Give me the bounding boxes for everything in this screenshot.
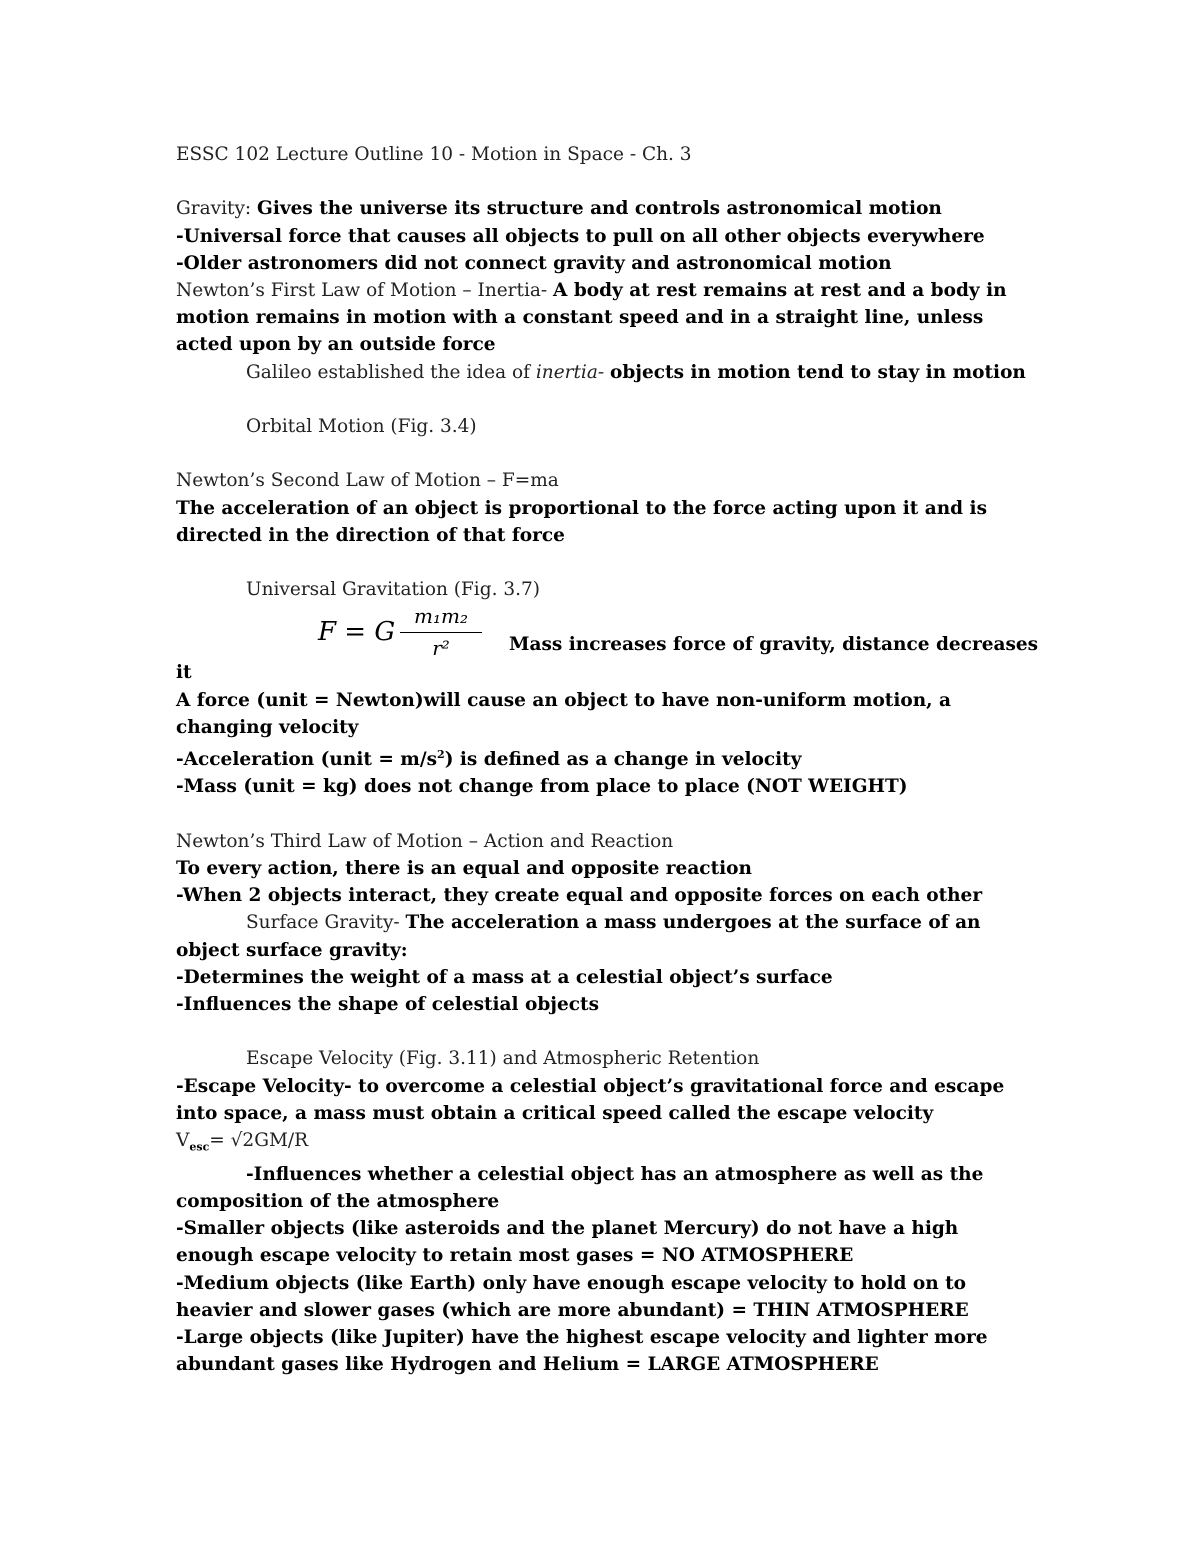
gravity-label: Gravity: — [176, 198, 252, 220]
first-law-label: Newton’s First Law of Motion – Inertia- — [176, 280, 548, 301]
surface-gravity-continued: object surface gravity: — [176, 939, 408, 961]
weight-line: -Determines the weight of a mass at a celestial object’s surface — [176, 966, 833, 988]
formula-lhs: F = G — [318, 617, 396, 648]
escape-v-subscript: esc — [189, 1140, 210, 1154]
galileo-text: objects in motion tend to stay in motion — [610, 361, 1026, 383]
escape-heading: Escape Velocity (Fig. 3.11) and Atmospheric Retention — [246, 1048, 760, 1070]
galileo-label: Galileo established the idea of — [246, 361, 530, 383]
orbital-motion: Orbital Motion (Fig. 3.4) — [246, 416, 477, 437]
gravity-line-2: -Universal force that causes all objects to pull on all other objects everywhere — [176, 225, 985, 247]
gravity-definition — [176, 195, 1036, 222]
second-law-label: Newton’s Second Law of Motion – F=ma — [176, 470, 559, 492]
surface-gravity-label: Surface Gravity- — [246, 912, 400, 934]
gravitation-formula — [176, 604, 1039, 660]
formula-note-continued: it — [176, 662, 192, 684]
influences-continued: composition of the atmosphere — [176, 1191, 500, 1213]
galileo-line — [176, 359, 1036, 386]
small-objects: -Smaller objects (like asteroids and the planet Mercury) do not have a high enough escape velocity to retain most gases = NO ATMOSPHERE — [176, 1218, 959, 1267]
gravity-line-3: -Older astronomers did not connect gravity and astronomical motion — [176, 252, 892, 274]
document-title: ESSC 102 Lecture Outline 10 - Motion in Space - Ch. 3 — [176, 144, 692, 165]
first-law-text: A body at rest remains at rest and a body in motion remains in motion with a constant speed and in a straight line, unless acted upon by an outside force — [176, 280, 1007, 356]
formula-denominator: r² — [432, 635, 450, 660]
lecture-outline — [176, 141, 1039, 1378]
surface-gravity-line — [176, 909, 1036, 936]
large-objects: -Large objects (like Jupiter) have the highest escape velocity and lighter more abundant gases like Hydrogen and Helium = LARGE ATMOSPHERE — [176, 1327, 988, 1376]
second-law-text: The acceleration of an object is proportional to the force acting upon it and is directed in the direction of that force — [176, 497, 987, 546]
escape-formula — [176, 1127, 1036, 1161]
third-law-text: To every action, there is an equal and opposite reaction — [176, 857, 752, 879]
surface-gravity-text: The acceleration a mass undergoes at the surface of an — [405, 912, 981, 934]
gravity-text: Gives the universe its structure and controls astronomical motion — [257, 198, 942, 220]
acceleration-exponent: 2 — [437, 748, 445, 761]
formula-numerator: m₁m₂ — [400, 603, 482, 632]
escape-equation: = √2GM/R — [209, 1129, 309, 1151]
universal-gravitation: Universal Gravitation (Fig. 3.7) — [246, 579, 540, 601]
acceleration-text-end: ) is defined as a change in velocity — [444, 749, 802, 771]
third-law-line-2: -When 2 objects interact, they create equal and opposite forces on each other — [176, 885, 983, 907]
third-law-label: Newton’s Third Law of Motion – Action and Reaction — [176, 830, 674, 852]
acceleration-text: -Acceleration (unit = m/s — [176, 749, 438, 771]
medium-objects: -Medium objects (like Earth) only have enough escape velocity to hold on to heavier and slower gases (which are more abundant) = THIN ATMOSPHERE — [176, 1272, 969, 1321]
escape-v: V — [176, 1129, 190, 1151]
mass-line: -Mass (unit = kg) does not change from place to place (NOT WEIGHT) — [176, 776, 908, 798]
formula-note: Mass increases force of gravity, distance decreases — [509, 634, 1039, 656]
force-text: A force (unit = Newton)will cause an object to have non-uniform motion, a changing velocity — [176, 689, 952, 738]
inertia-term: inertia- — [535, 361, 605, 383]
acceleration-line — [176, 741, 1036, 773]
escape-definition: -Escape Velocity- to overcome a celestial object’s gravitational force and escape into space, a mass must obtain a critical speed called the escape velocity — [176, 1075, 1005, 1124]
influences-line: -Influences whether a celestial object has an atmosphere as well as the — [246, 1163, 984, 1185]
shape-line: -Influences the shape of celestial objects — [176, 993, 599, 1015]
first-law — [176, 277, 1036, 359]
formula-fraction — [400, 603, 482, 661]
